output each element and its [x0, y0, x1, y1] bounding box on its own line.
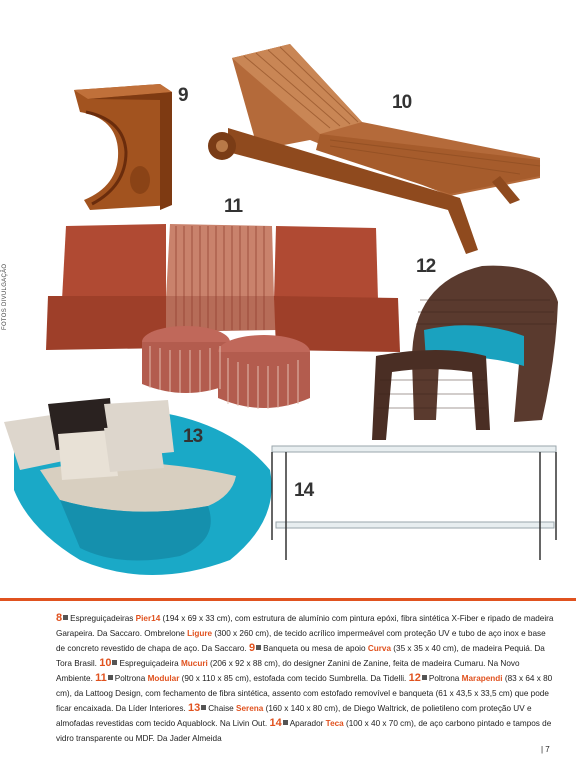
caption-text-13: (160 x 140 x 80 cm), de Diego Waltrick, de polietileno com proteção UV e almofadas revestidas com tecido Aquablock. Na Livin Out.	[56, 704, 532, 728]
bullet-square	[108, 675, 113, 680]
caption-ref-10: 10	[99, 657, 112, 669]
caption-text-11: (90 x 110 x 85 cm), estofada com tecido Sumbrella. Da Tidelli.	[179, 674, 409, 683]
bullet-square	[256, 645, 261, 650]
caption-text-ligure: (300 x 260 cm), de tecido acrílico impermeável com proteção UV e tubo de aço inox e base de concreto revestido de chapa de aço. Da Saccaro.	[56, 629, 546, 653]
curva-stool-image	[74, 84, 172, 210]
caption-prefix-11: Poltrona	[114, 674, 148, 683]
caption-ref-8: 8	[56, 612, 63, 624]
caption-ref-11: 11	[95, 672, 107, 684]
item-number-14: 14	[294, 480, 314, 501]
caption-text-14: (100 x 40 x 70 cm), de aço carbono pintado e tampos de vidro transparente ou MDF. Da Jader Almeida	[56, 719, 552, 743]
item-number-12: 12	[416, 256, 436, 277]
caption-name-11: Modular	[147, 674, 180, 683]
caption-ref-13: 13	[187, 702, 201, 714]
bullet-square	[283, 720, 288, 725]
mucuri-lounger-image	[208, 44, 540, 254]
item-number-13: 13	[183, 426, 203, 447]
caption-text-12: (83 x 64 x 80 cm), da Lattoog Design, com fechamento de fibra sintética, assento com estofado removível e banqueta (61 x 43,5 x 33,5 cm) que pode ficar encaixada. Da Líder Interiores.	[56, 674, 553, 713]
caption-prefix-13: Chaise	[208, 704, 236, 713]
product-caption	[56, 611, 554, 746]
bullet-square	[422, 675, 427, 680]
modular-sofa-image	[46, 224, 400, 409]
caption-name-14: Teca	[325, 719, 344, 728]
caption-text-10: (206 x 92 x 88 cm), do designer Zanini de Zanine, feita de madeira Cumaru. Na Novo Ambiente.	[56, 659, 520, 683]
bullet-square	[201, 705, 206, 710]
caption-name-10: Mucuri	[180, 659, 208, 668]
caption-name-ligure: Ligure	[187, 629, 213, 638]
item-number-10: 10	[392, 92, 412, 113]
caption-ref-12: 12	[408, 672, 421, 684]
caption-text-9: (35 x 35 x 40 cm), de madeira Pequiá. Da Tora Brasil.	[56, 644, 545, 668]
caption-prefix-8: Espreguiçadeiras	[70, 614, 136, 623]
page-number: | 7	[541, 745, 550, 754]
caption-ref-9: 9	[248, 642, 256, 654]
caption-text-8: (194 x 69 x 33 cm), com estrutura de alumínio com pintura epóxi, fibra sintética X-Fiber e ripado de madeira Garapeira. Da Saccaro. Ombrelone	[56, 614, 554, 638]
caption-ref-14: 14	[269, 717, 282, 729]
bullet-square	[63, 615, 68, 620]
caption-name-12: Marapendi	[461, 674, 503, 683]
caption-prefix-12: Poltrona	[428, 674, 462, 683]
teca-console-image	[272, 446, 556, 560]
serena-chaise-image	[4, 398, 272, 575]
photo-credit: FOTOS DIVULGAÇÃO	[2, 263, 8, 330]
bullet-square	[112, 660, 117, 665]
item-number-9: 9	[178, 85, 188, 106]
caption-name-13: Serena	[236, 704, 264, 713]
marapendi-chair-image	[372, 266, 558, 440]
caption-prefix-9: Banqueta ou mesa de apoio	[263, 644, 368, 653]
caption-name-9: Curva	[367, 644, 392, 653]
caption-name-8: Pier14	[135, 614, 161, 623]
caption-divider	[0, 598, 576, 601]
item-number-11: 11	[224, 196, 243, 217]
caption-prefix-14: Aparador	[289, 719, 326, 728]
caption-prefix-10: Espreguiçadeira	[119, 659, 181, 668]
